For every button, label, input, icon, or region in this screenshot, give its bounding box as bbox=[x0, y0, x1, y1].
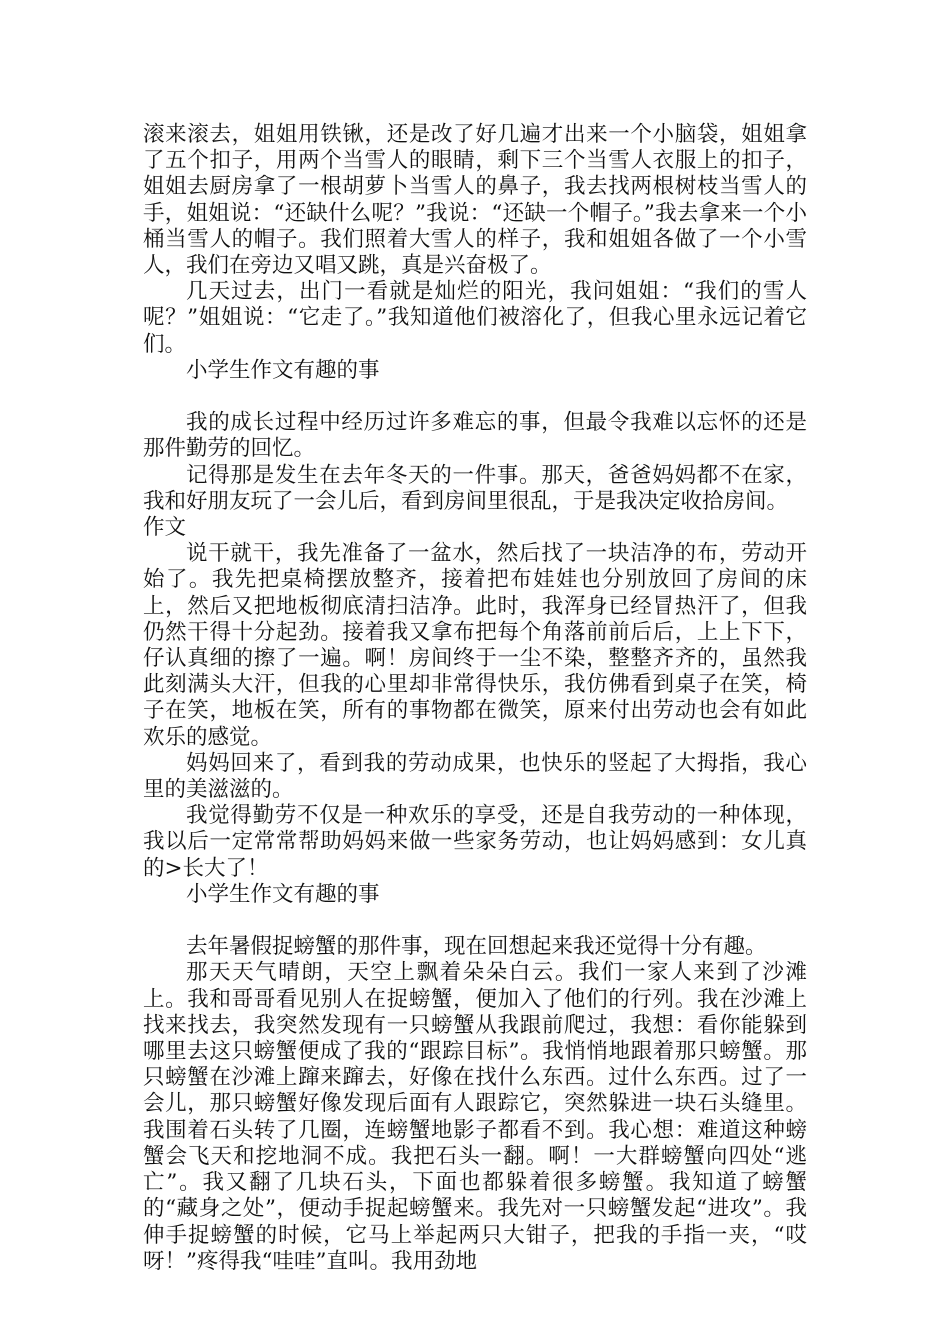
paragraph-diligence-cleaning: 说干就干，我先准备了一盆水，然后找了一块洁净的布，劳动开始了。我先把桌椅摆放整齐，接着把布娃娃也分别放回了房间的床上，然后又把地板彻底清扫洁净。此时，我浑身已经冒热汗了，但我仍然干得十分起劲。接着我又拿布把每个角落前前后后，上上下下，仔认真细的擦了一遍。啊！房间终于一尘不染，整整齐齐的，虽然我此刻满头大汗，但我的心里却非常得快乐，我仿佛看到桌子在笑，椅子在笑，地板在笑，所有的事物都在微笑，原来付出劳动也会有如此欢乐的感觉。 bbox=[143, 541, 807, 750]
document-page bbox=[143, 122, 807, 1275]
paragraph-diligence-conclusion: 我觉得勤劳不仅是一种欢乐的享受，还是自我劳动的一种体现，我以后一定常常帮助妈妈来做一些家务劳动，也让妈妈感到：女儿真的>长大了！ bbox=[143, 803, 807, 881]
paragraph-snowman-making: 滚来滚去，姐姐用铁锹，还是改了好几遍才出来一个小脑袋，姐姐拿了五个扣子，用两个当雪人的眼睛，剩下三个当雪人衣服上的扣子，姐姐去厨房拿了一根胡萝卜当雪人的鼻子，我去找两根树枝当雪人的手，姐姐说：“还缺什么呢？”我说：“还缺一个帽子。”我去拿来一个小桶当雪人的帽子。我们照着大雪人的样子，我和姐姐各做了一个小雪人，我们在旁边又唱又跳，真是兴奋极了。 bbox=[143, 122, 807, 279]
paragraph-snowman-melted: 几天过去，出门一看就是灿烂的阳光，我问姐姐：“我们的雪人呢？”姐姐说：“它走了。”我知道他们被溶化了，但我心里永远记着它们。 bbox=[143, 279, 807, 357]
essay-title-crabs: 小学生作文有趣的事 bbox=[186, 881, 380, 907]
paragraph-diligence-intro: 我的成长过程中经历过许多难忘的事，但最令我难以忘怀的还是那件勤劳的回忆。 bbox=[143, 410, 807, 462]
paragraph-diligence-setting-tail: 作文 bbox=[143, 515, 187, 541]
paragraph-crabs-intro: 去年暑假捉螃蟹的那件事，现在回想起来我还觉得十分有趣。 bbox=[186, 934, 767, 960]
paragraph-diligence-mother: 妈妈回来了，看到我的劳动成果，也快乐的竖起了大拇指，我心里的美滋滋的。 bbox=[143, 750, 807, 803]
paragraph-crabs-story: 那天天气晴朗，天空上飘着朵朵白云。我们一家人来到了沙滩上。我和哥哥看见别人在捉螃蟹，便加入了他们的行列。我在沙滩上找来找去，我突然发现有一只螃蟹从我跟前爬过，我想：看你能躲到哪里去这只螃蟹便成了我的“跟踪目标”。我悄悄地跟着那只螃蟹。那只螃蟹在沙滩上蹿来蹿去，好像在找什么东西。过什么东西。过了一会儿，那只螃蟹好像发现后面有人跟踪它，突然躲进一块石头缝里。我围着石头转了几圈，连螃蟹地影子都看不到。我心想：难道这种螃蟹会飞天和挖地洞不成。我把石头一翻。啊！一大群螃蟹向四处“逃亡”。我又翻了几块石头，下面也都躲着很多螃蟹。我知道了螃蟹的“藏身之处”，便动手捉起螃蟹来。我先对一只螃蟹发起“进攻”。我伸手捉螃蟹的时候，它马上举起两只大钳子，把我的手指一夹，“哎呀！”疼得我“哇哇”直叫。我用劲地 bbox=[143, 960, 807, 1274]
paragraph-diligence-setting: 记得那是发生在去年冬天的一件事。那天，爸爸妈妈都不在家，我和好朋友玩了一会儿后，看到房间里很乱，于是我决定收拾房间。 bbox=[143, 462, 807, 514]
blank-line bbox=[143, 384, 807, 410]
blank-line bbox=[143, 908, 807, 934]
essay-title-diligence: 小学生作文有趣的事 bbox=[186, 357, 380, 383]
